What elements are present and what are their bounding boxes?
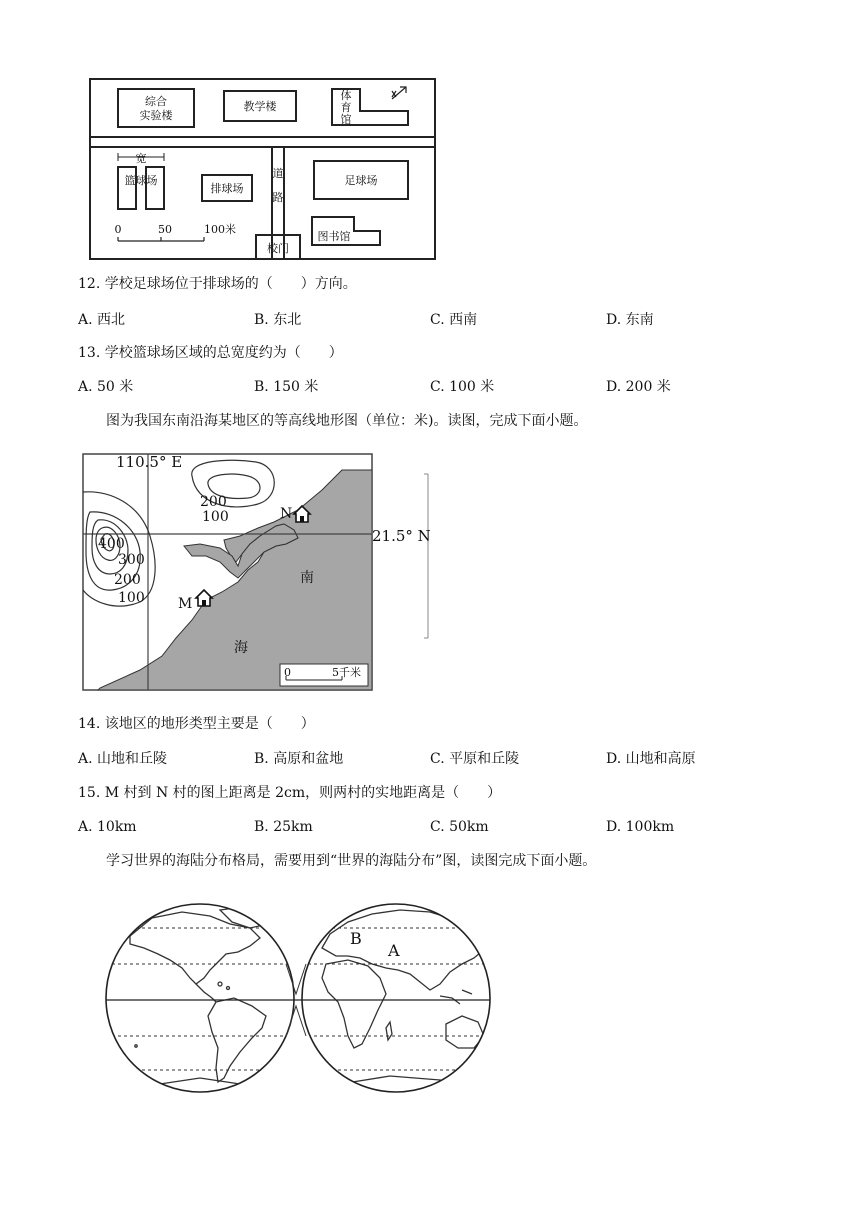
q13-option-a[interactable]: A. 50 米 [78, 379, 134, 395]
q14-option-c[interactable]: C. 平原和丘陵 [430, 751, 520, 767]
q15-option-a[interactable]: A. 10km [78, 819, 137, 835]
width-label: 宽 [135, 152, 147, 165]
eurasia [322, 910, 486, 990]
contour-label-200-left: 200 [114, 572, 141, 588]
q13-option-d[interactable]: D. 200 米 [606, 379, 671, 395]
scale-mid: 50 [158, 223, 172, 236]
lab-label-2: 实验楼 [139, 109, 173, 122]
lab-label-1: 综合 [145, 95, 167, 108]
question-13: 13. 学校篮球场区域的总宽度约为（ ） [78, 345, 343, 361]
antarctica-west [160, 1078, 240, 1084]
teaching-label: 教学楼 [243, 100, 277, 113]
school-map [88, 77, 438, 263]
label-a: A [388, 941, 400, 960]
school-scale-bar [118, 237, 204, 241]
gym-label-3: 馆 [340, 113, 352, 126]
q13-option-c[interactable]: C. 100 米 [430, 379, 495, 395]
sea-label-2: 海 [234, 640, 248, 656]
contour-scale-zero: 0 [284, 666, 291, 679]
q12-option-d[interactable]: D. 东南 [606, 312, 654, 328]
q14-option-b[interactable]: B. 高原和盆地 [254, 751, 344, 767]
q13-option-b[interactable]: B. 150 米 [254, 379, 319, 395]
question-14: 14. 该地区的地形类型主要是（ ） [78, 716, 315, 732]
basketball-label: 篮球场 [124, 174, 158, 187]
south-america [208, 998, 266, 1082]
eastern-hemisphere [296, 904, 496, 1092]
contour-intro: 图为我国东南沿海某地区的等高线地形图（单位：米)。读图，完成下面小题。 [106, 413, 588, 429]
gym-label-2: 育 [340, 101, 352, 114]
gym-label-1: 体 [340, 89, 352, 102]
q12-option-c[interactable]: C. 西南 [430, 312, 478, 328]
village-m-label: M [178, 596, 193, 612]
longitude-label: 110.5° E [116, 453, 183, 471]
q12-option-b[interactable]: B. 东北 [254, 312, 302, 328]
road-label-1: 道 [272, 167, 284, 180]
world-intro: 学习世界的海陆分布格局，需要用到“世界的海陆分布”图，读图完成下面小题。 [106, 853, 597, 869]
road-label-2: 路 [272, 191, 284, 204]
library-label: 图书馆 [317, 230, 351, 243]
label-b: B [350, 929, 362, 948]
gate-label: 校门 [267, 242, 289, 255]
sea-label-1: 南 [300, 570, 314, 586]
q14-option-a[interactable]: A. 山地和丘陵 [78, 751, 168, 767]
question-15: 15. M 村到 N 村的图上距离是 2cm，则两村的实地距离是（ ） [78, 785, 502, 801]
q14-option-d[interactable]: D. 山地和高原 [606, 751, 696, 767]
village-n-label: N [280, 506, 293, 522]
question-12: 12. 学校足球场位于排球场的（ ）方向。 [78, 276, 357, 292]
q12-option-a[interactable]: A. 西北 [78, 312, 126, 328]
africa [322, 960, 386, 1048]
contour-map [80, 452, 435, 694]
north-america [130, 912, 260, 984]
q15-option-d[interactable]: D. 100km [606, 819, 675, 835]
contour-label-300: 300 [118, 552, 145, 568]
contour-label-200-top: 200 [200, 494, 227, 510]
latitude-label: 21.5° N [372, 527, 431, 545]
contour-label-400: 400 [98, 536, 125, 552]
scale-zero: 0 [114, 223, 122, 236]
contour-label-100-left: 100 [118, 590, 145, 606]
world-map [100, 898, 500, 1098]
football-label: 足球场 [344, 174, 378, 187]
western-hemisphere [100, 904, 300, 1092]
greenland [220, 906, 270, 928]
q15-option-c[interactable]: C. 50km [430, 819, 489, 835]
scale-end: 100米 [204, 223, 236, 236]
contour-label-100-top: 100 [202, 509, 229, 525]
contour-scale-end: 5千米 [332, 666, 361, 679]
central-america [196, 984, 216, 1002]
q15-option-b[interactable]: B. 25km [254, 819, 313, 835]
north-arrow-icon [392, 87, 406, 99]
volleyball-label: 排球场 [210, 182, 244, 195]
